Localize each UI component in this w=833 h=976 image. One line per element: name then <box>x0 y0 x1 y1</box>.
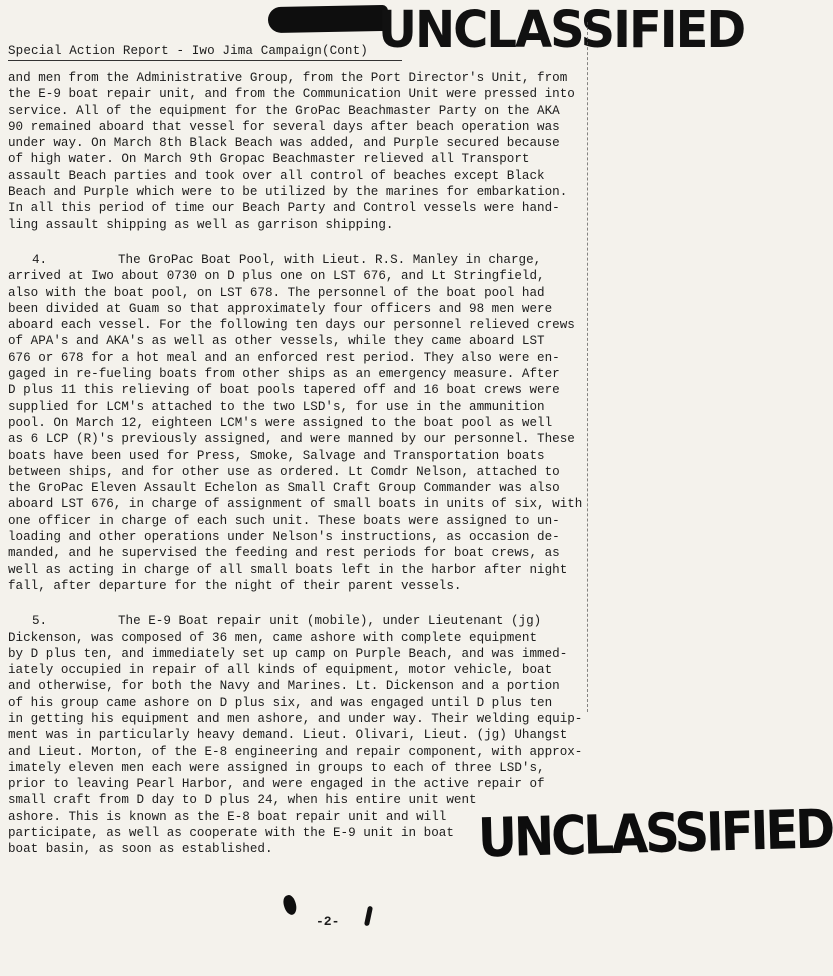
text-line: aboard LST 676, in charge of assignment of small boats in units of six, with <box>8 497 583 512</box>
text-line: the E-9 boat repair unit, and from the Communication Unit were pressed into <box>8 87 575 102</box>
text-line: prior to leaving Pearl Harbor, and were engaged in the active repair of <box>8 777 545 792</box>
text-line: ling assault shipping as well as garrison shipping. <box>8 217 394 232</box>
text-line: Beach and Purple which were to be utilized by the marines for embarkation. <box>8 185 568 200</box>
paragraph-number: 5. <box>32 614 48 629</box>
paragraph-number: 4. <box>32 252 48 267</box>
text-line: 676 or 678 for a hot meal and an enforced rest period. They also were en- <box>8 350 560 365</box>
text-line: and Lieut. Morton, of the E-8 engineering and repair component, with approx- <box>8 744 583 759</box>
text-line: well as acting in charge of all small boats left in the harbor after night <box>8 562 568 577</box>
text-line: pool. On March 12, eighteen LCM's were assigned to the boat pool as well <box>8 415 553 430</box>
classification-stamp-bottom: UNCLASSIFIED <box>477 798 833 870</box>
text-line: been divided at Guam so that approximately four officers and 98 men were <box>8 301 553 316</box>
report-header: Special Action Report - Iwo Jima Campaign(Cont) <box>8 44 368 58</box>
text-line: The GroPac Boat Pool, with Lieut. R.S. Manley in charge, <box>118 252 542 267</box>
header-underline <box>8 60 402 61</box>
paragraph-continued <box>8 70 676 233</box>
paragraph-4 <box>8 252 676 594</box>
text-line: small craft from D day to D plus 24, when his entire unit went <box>8 793 477 808</box>
text-line: of APA's and AKA's as well as other vessels, while they came aboard LST <box>8 334 545 349</box>
text-line: in getting his equipment and men ashore, and under way. Their welding equip- <box>8 711 583 726</box>
text-line: as 6 LCP (R)'s previously assigned, and were manned by our personnel. These <box>8 432 575 447</box>
text-line: manded, and he supervised the feeding and rest periods for boat crews, as <box>8 546 560 561</box>
text-line: also with the boat pool, on LST 678. The personnel of the boat pool had <box>8 285 545 300</box>
text-line: D plus 11 this relieving of boat pools tapered off and 16 boat crews were <box>8 383 560 398</box>
text-line: by D plus ten, and immediately set up camp on Purple Beach, and was immed- <box>8 646 568 661</box>
text-line: ashore. This is known as the E-8 boat repair unit and will <box>8 809 447 824</box>
text-line: of his group came ashore on D plus six, and was engaged until D plus ten <box>8 695 553 710</box>
text-line: The E-9 Boat repair unit (mobile), under Lieutenant (jg) <box>118 614 542 629</box>
text-line: between ships, and for other use as ordered. Lt Comdr Nelson, attached to <box>8 464 560 479</box>
redaction-bar <box>268 5 388 33</box>
text-line: one officer in charge of each such unit. These boats were assigned to un- <box>8 513 560 528</box>
text-line: and otherwise, for both the Navy and Marines. Lt. Dickenson and a portion <box>8 679 560 694</box>
report-body <box>8 70 676 858</box>
text-line: the GroPac Eleven Assault Echelon as Small Craft Group Commander was also <box>8 481 560 496</box>
text-line: and men from the Administrative Group, from the Port Director's Unit, from <box>8 71 568 85</box>
text-line: service. All of the equipment for the GroPac Beachmaster Party on the AKA <box>8 103 560 118</box>
text-line: loading and other operations under Nelson's instructions, as occasion de- <box>8 530 560 545</box>
text-line: gaged in re-fueling boats from other ships as an emergency measure. After <box>8 367 560 382</box>
text-line: boats have been used for Press, Smoke, Salvage and Transportation boats <box>8 448 545 463</box>
text-line: under way. On March 8th Black Beach was added, and Purple secured because <box>8 136 560 151</box>
text-line: fall, after departure for the night of their parent vessels. <box>8 578 462 593</box>
text-line: of high water. On March 9th Gropac Beachmaster relieved all Transport <box>8 152 530 167</box>
ink-mark <box>364 906 373 927</box>
text-line: In all this period of time our Beach Party and Control vessels were hand- <box>8 201 560 216</box>
ink-blot <box>281 894 299 917</box>
classification-stamp-top: UNCLASSIFIED <box>378 0 745 60</box>
text-line: supplied for LCM's attached to the two LSD's, for use in the ammunition <box>8 399 545 414</box>
text-line: arrived at Iwo about 0730 on D plus one on LST 676, and Lt Stringfield, <box>8 269 545 284</box>
text-line: imately eleven men each were assigned in groups to each of three LSD's, <box>8 760 545 775</box>
text-line: iately occupied in repair of all kinds of equipment, motor vehicle, boat <box>8 663 553 678</box>
text-line: ment was in particularly heavy demand. Lieut. Olivari, Lieut. (jg) Uhangst <box>8 728 568 743</box>
page-number: -2- <box>316 914 340 929</box>
text-line: assault Beach parties and took over all control of beaches except Black <box>8 168 545 183</box>
text-line: Dickenson, was composed of 36 men, came ashore with complete equipment <box>8 630 538 645</box>
text-line: aboard each vessel. For the following ten days our personnel relieved crews <box>8 318 575 333</box>
text-line: 90 remained aboard that vessel for several days after beach operation was <box>8 119 560 134</box>
text-line: participate, as well as cooperate with the E-9 unit in boat <box>8 826 454 841</box>
text-line: boat basin, as soon as established. <box>8 842 273 857</box>
